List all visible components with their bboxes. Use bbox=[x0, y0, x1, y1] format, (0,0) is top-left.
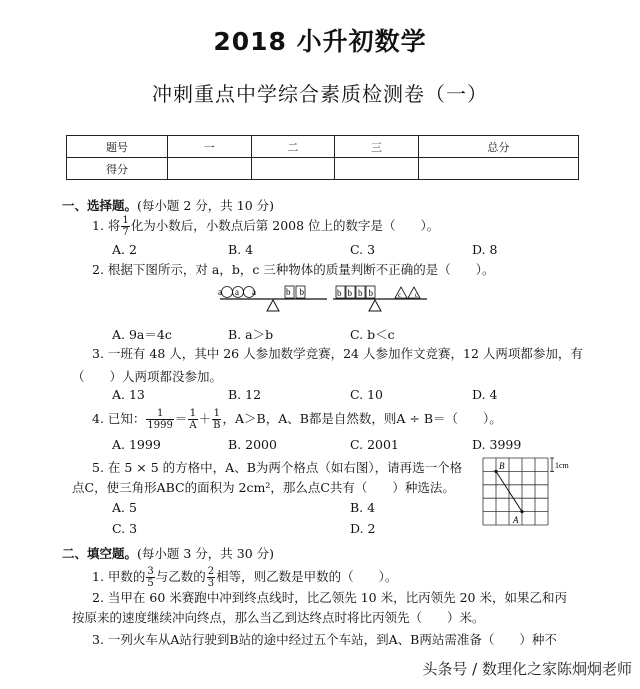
question-text: 1. 甲数的 bbox=[92, 569, 146, 584]
watermark: 头条号 / 数理化之家陈炯炯老师 bbox=[422, 660, 632, 678]
fraction bbox=[121, 215, 129, 238]
option: B. 2000 bbox=[228, 437, 277, 452]
question-5-line2: 点C，使三角形ABC的面积为 2cm²，那么点C共有（ ）种选法。 bbox=[72, 480, 455, 495]
option: B. 4 bbox=[228, 242, 254, 257]
section-note: (每小题 3 分，共 30 分) bbox=[137, 546, 275, 561]
option: A. 13 bbox=[112, 387, 145, 402]
numerator: 1 bbox=[213, 408, 220, 419]
numerator: 1 bbox=[122, 215, 129, 226]
fraction bbox=[207, 566, 215, 589]
scale-1-right-label: bb bbox=[286, 287, 304, 297]
question-text: 1. 将 bbox=[92, 218, 121, 233]
option: B. 4 bbox=[350, 500, 376, 515]
scale-1-left-label: aaa bbox=[218, 287, 256, 297]
score-table-cell: 得分 bbox=[67, 158, 168, 180]
option: C. 3 bbox=[350, 242, 376, 257]
option: B. a＞b bbox=[228, 327, 274, 342]
fill-question-1 bbox=[92, 566, 397, 589]
fraction bbox=[146, 566, 154, 589]
point-a-label: A bbox=[513, 515, 519, 525]
fraction bbox=[212, 408, 221, 431]
equals-sign: ＝ bbox=[174, 411, 188, 426]
question-3-line1: 3. 一班有 48 人，其中 26 人参加数学竞赛，24 人参加作文竞赛，12 人两项都参加，有 bbox=[92, 346, 583, 361]
balance-scale-2 bbox=[333, 286, 427, 311]
numerator: 3 bbox=[147, 566, 154, 577]
option: C. 10 bbox=[350, 387, 383, 402]
section-title: 二、填空题。 bbox=[62, 546, 138, 561]
denominator: 7 bbox=[122, 227, 129, 238]
section2-heading bbox=[62, 544, 274, 562]
question-5-line1: 5. 在 5 × 5 的方格中，A、B为两个格点（如右图），请再选一个格 bbox=[92, 460, 463, 475]
numerator: 1 bbox=[189, 408, 197, 419]
option: A. 9a＝4c bbox=[112, 327, 172, 342]
score-table-cell: 一 bbox=[168, 136, 252, 158]
balance-scales-figure bbox=[215, 285, 430, 319]
denominator: 5 bbox=[147, 578, 154, 589]
option: D. 4 bbox=[472, 387, 498, 402]
plus-sign: ＋ bbox=[198, 411, 212, 426]
option: A. 5 bbox=[112, 500, 137, 515]
score-table-cell bbox=[418, 158, 578, 180]
numerator: 1 bbox=[146, 408, 173, 420]
question-4 bbox=[92, 408, 502, 431]
question-text: 化为小数后，小数点后第 2008 位上的数字是（ ）。 bbox=[130, 218, 440, 233]
denominator: 3 bbox=[207, 578, 215, 589]
fraction bbox=[188, 408, 197, 431]
fraction bbox=[146, 408, 173, 431]
point-b bbox=[494, 470, 497, 473]
option: D. 8 bbox=[472, 242, 498, 257]
score-table-cell bbox=[335, 158, 419, 180]
option: A. 2 bbox=[112, 242, 137, 257]
denominator: B bbox=[213, 420, 221, 431]
score-table-cell: 题号 bbox=[67, 136, 168, 158]
score-table-header-row bbox=[67, 136, 579, 158]
option: C. 2001 bbox=[350, 437, 399, 452]
denominator: 1999 bbox=[147, 420, 173, 431]
score-table-score-row bbox=[67, 158, 579, 180]
option: D. 2 bbox=[350, 521, 376, 536]
page-title: 2018 小升初数学 bbox=[213, 27, 427, 56]
question-text: 相等，则乙数是甲数的（ ）。 bbox=[216, 569, 398, 584]
fill-question-2-line1: 2. 当甲在 60 米赛跑中冲到终点线时，比乙领先 10 米，比丙领先 20 米，如果乙和丙 bbox=[92, 590, 567, 605]
score-table bbox=[66, 135, 579, 180]
section-title: 一、选择题。 bbox=[62, 198, 138, 213]
score-table-cell bbox=[168, 158, 252, 180]
balance-scale-1 bbox=[218, 286, 327, 311]
option: D. 3999 bbox=[472, 437, 522, 452]
option: A. 1999 bbox=[112, 437, 161, 452]
question-2: 2. 根据下图所示，对 a，b，c 三种物体的质量判断不正确的是（ ）。 bbox=[92, 262, 495, 277]
score-table-cell: 三 bbox=[335, 136, 419, 158]
score-table-cell bbox=[251, 158, 335, 180]
question-text: 与乙数的 bbox=[155, 569, 206, 584]
point-b-label: B bbox=[499, 461, 505, 471]
question-1 bbox=[92, 215, 439, 238]
section1-heading bbox=[62, 196, 274, 214]
option: C. 3 bbox=[112, 521, 138, 536]
point-a bbox=[520, 510, 523, 513]
question-3-line2: （ ）人两项都没参加。 bbox=[72, 369, 223, 384]
question-text: ，A＞B，A、B都是自然数，则A ÷ B＝（ ）。 bbox=[222, 411, 502, 426]
grid-figure bbox=[478, 455, 578, 531]
option: C. b＜c bbox=[350, 327, 395, 342]
scale-2-right-label: cc bbox=[398, 291, 418, 299]
fill-question-3-line1: 3. 一列火车从A站行驶到B站的途中经过五个车站，到A、B两站需准备（ ）种不 bbox=[92, 632, 557, 647]
denominator: A bbox=[189, 420, 197, 431]
scale-2-left-label: bbbb bbox=[337, 288, 373, 298]
exam-subtitle: 冲刺重点中学综合素质检测卷（一） bbox=[152, 82, 488, 106]
numerator: 2 bbox=[207, 566, 215, 577]
score-table-cell: 总分 bbox=[418, 136, 578, 158]
fill-question-2-line2: 按原来的速度继续冲向终点，那么当乙到达终点时将比丙领先（ ）米。 bbox=[72, 610, 485, 625]
unit-label: 1cm bbox=[555, 461, 569, 470]
option: B. 12 bbox=[228, 387, 262, 402]
section-note: (每小题 2 分，共 10 分) bbox=[137, 198, 275, 213]
score-table-cell: 二 bbox=[251, 136, 335, 158]
question-text: 4. 已知： bbox=[92, 411, 146, 426]
